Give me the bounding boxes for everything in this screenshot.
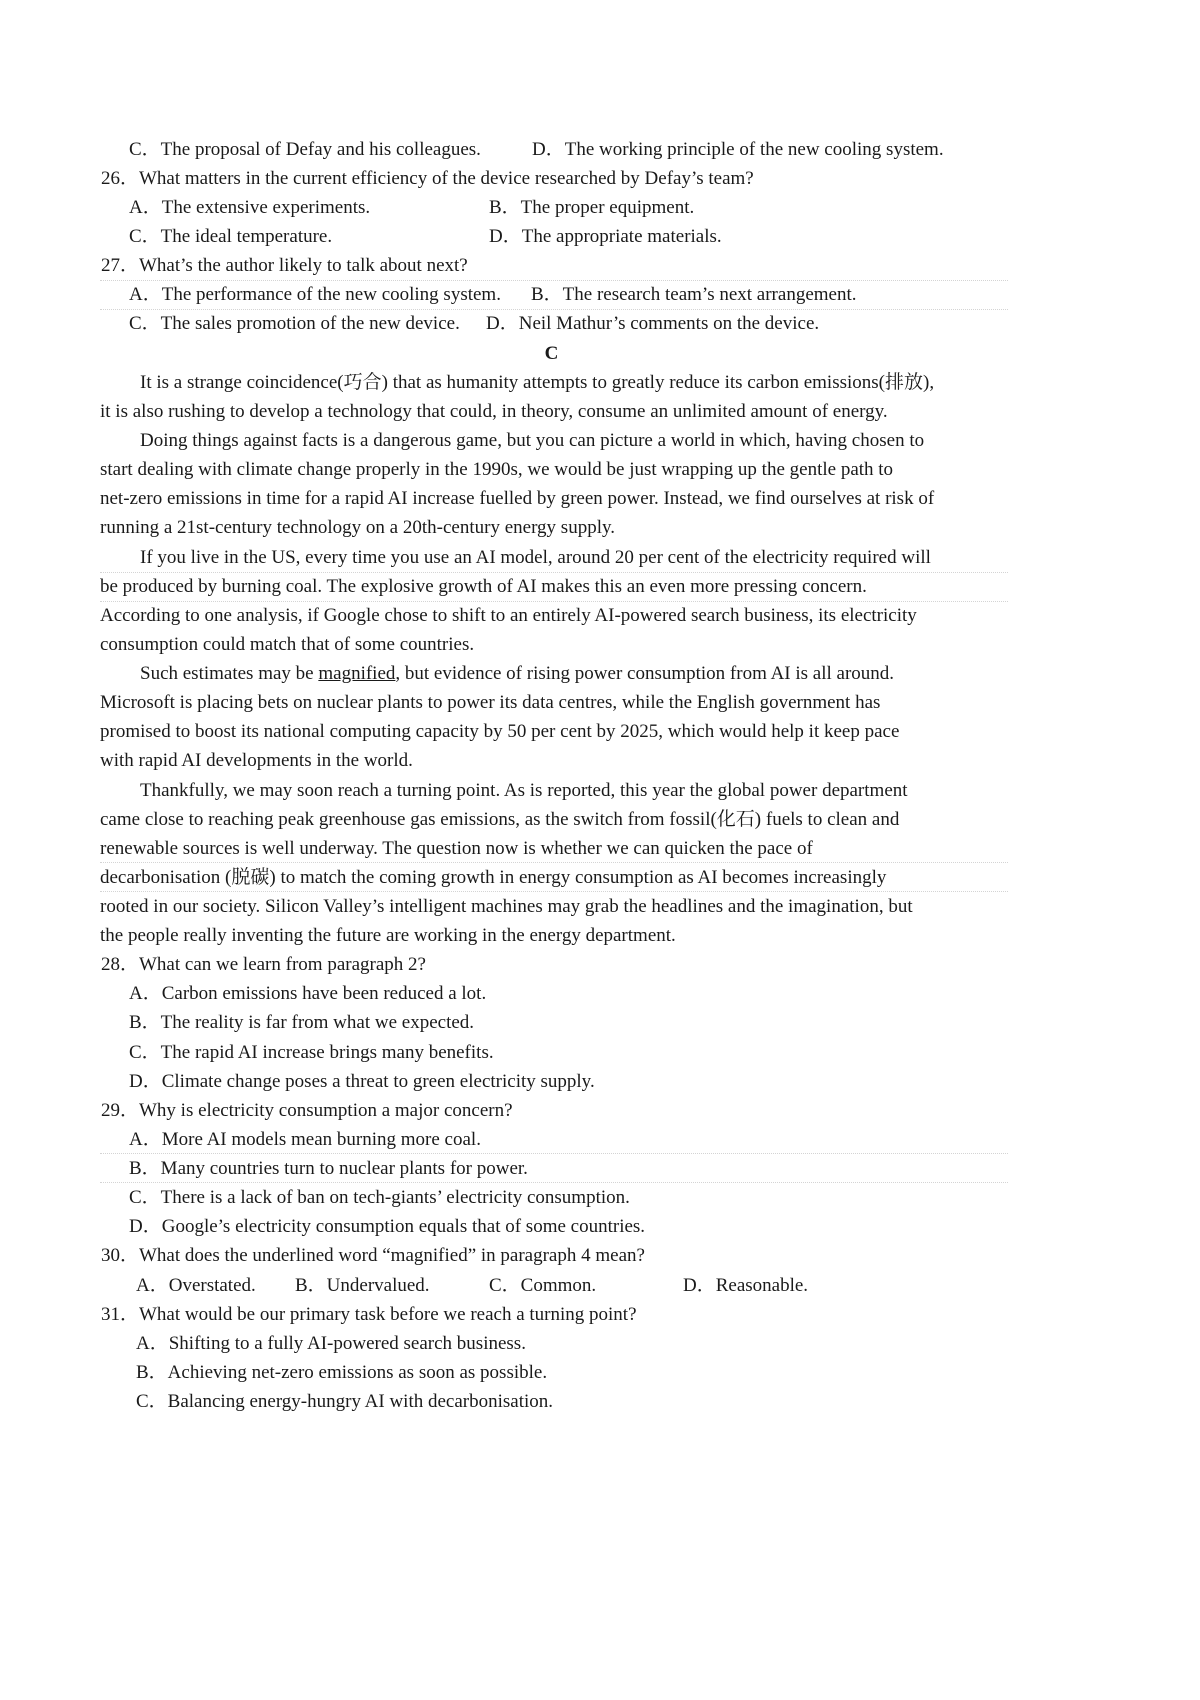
dotted-rule: [100, 280, 1008, 281]
q26-option-d: D．The appropriate materials.: [489, 226, 722, 247]
passage-line: be produced by burning coal. The explosive growth of AI makes this an even more pressing concern.: [100, 576, 867, 597]
dotted-rule: [100, 309, 1008, 310]
passage-line: start dealing with climate change properly in the 1990s, we would be just wrapping up the gentle path to: [100, 459, 894, 480]
passage-line: Doing things against facts is a dangerous game, but you can picture a world in which, having chosen to: [140, 430, 925, 451]
q28-stem: 28．What can we learn from paragraph 2?: [101, 954, 426, 975]
q29-option-c: C．There is a lack of ban on tech-giants’ electricity consumption.: [129, 1187, 630, 1208]
q31-option-a: A．Shifting to a fully AI-powered search business.: [136, 1333, 526, 1354]
q27-option-c: C．The sales promotion of the new device.: [129, 313, 460, 334]
passage-text: , but evidence of rising power consumption from AI is all around.: [395, 663, 895, 684]
underlined-word-magnified: magnified: [318, 663, 396, 684]
dotted-rule: [100, 862, 1008, 863]
q26-option-b: B．The proper equipment.: [489, 197, 695, 218]
passage-line: consumption could match that of some countries.: [100, 634, 475, 655]
passage-line: decarbonisation (脱碳) to match the coming growth in energy consumption as AI becomes increasingly: [100, 867, 887, 888]
q26-option-a: A．The extensive experiments.: [129, 197, 371, 218]
passage-line: According to one analysis, if Google chose to shift to an entirely AI-powered search business, its electricity: [100, 605, 917, 626]
passage-line: If you live in the US, every time you use an AI model, around 20 per cent of the electricity required will: [140, 547, 931, 568]
passage-heading: C: [544, 343, 559, 364]
q31-option-b: B．Achieving net-zero emissions as soon as possible.: [136, 1362, 548, 1383]
passage-line: running a 21st-century technology on a 20th-century energy supply.: [100, 517, 615, 538]
q26-stem: 26．What matters in the current efficiency of the device researched by Defay’s team?: [101, 168, 754, 189]
dotted-rule: [100, 1153, 1008, 1154]
q29-stem: 29．Why is electricity consumption a major concern?: [101, 1100, 513, 1121]
passage-line: Microsoft is placing bets on nuclear plants to power its data centres, while the English government has: [100, 692, 881, 713]
q30-option-a: A．Overstated.: [136, 1275, 256, 1296]
q27-option-a: A．The performance of the new cooling system.: [129, 284, 501, 305]
passage-line: net-zero emissions in time for a rapid AI increase fuelled by green power. Instead, we find ourselves at risk of: [100, 488, 935, 509]
passage-line: renewable sources is well underway. The question now is whether we can quicken the pace of: [100, 838, 813, 859]
passage-text: Such estimates may be: [140, 663, 319, 684]
q27-option-d: D．Neil Mathur’s comments on the device.: [486, 313, 820, 334]
q30-option-c: C．Common.: [489, 1275, 597, 1296]
passage-line: the people really inventing the future are working in the energy department.: [100, 925, 676, 946]
q31-option-c: C．Balancing energy-hungry AI with decarbonisation.: [136, 1391, 554, 1412]
q30-option-d: D．Reasonable.: [683, 1275, 809, 1296]
q29-option-a: A．More AI models mean burning more coal.: [129, 1129, 481, 1150]
passage-line-with-underline: [140, 663, 894, 685]
passage-line: with rapid AI developments in the world.: [100, 750, 413, 771]
dotted-rule: [100, 601, 1008, 602]
q27-option-b: B．The research team’s next arrangement.: [531, 284, 857, 305]
q30-stem: 30．What does the underlined word “magnified” in paragraph 4 mean?: [101, 1245, 645, 1266]
passage-line: It is a strange coincidence(巧合) that as humanity attempts to greatly reduce its carbon emissions(排放),: [140, 372, 935, 393]
q29-option-b: B．Many countries turn to nuclear plants for power.: [129, 1158, 528, 1179]
passage-line: promised to boost its national computing capacity by 50 per cent by 2025, which would help it keep pace: [100, 721, 900, 742]
passage-line: Thankfully, we may soon reach a turning point. As is reported, this year the global power department: [140, 780, 908, 801]
q28-option-b: B．The reality is far from what we expected.: [129, 1012, 475, 1033]
q30-option-b: B．Undervalued.: [295, 1275, 430, 1296]
q31-stem: 31．What would be our primary task before we reach a turning point?: [101, 1304, 637, 1325]
q28-option-d: D．Climate change poses a threat to green electricity supply.: [129, 1071, 595, 1092]
q25-option-c: C．The proposal of Defay and his colleagues.: [129, 139, 481, 160]
q25-option-d: D．The working principle of the new cooling system.: [532, 139, 944, 160]
dotted-rule: [100, 572, 1008, 573]
q28-option-a: A．Carbon emissions have been reduced a lot.: [129, 983, 487, 1004]
q29-option-d: D．Google’s electricity consumption equals that of some countries.: [129, 1216, 646, 1237]
q27-stem: 27．What’s the author likely to talk about next?: [101, 255, 468, 276]
q28-option-c: C．The rapid AI increase brings many benefits.: [129, 1042, 494, 1063]
dotted-rule: [100, 1182, 1008, 1183]
passage-line: rooted in our society. Silicon Valley’s intelligent machines may grab the headlines and the imagination, but: [100, 896, 913, 917]
passage-line: it is also rushing to develop a technology that could, in theory, consume an unlimited amount of energy.: [100, 401, 888, 422]
q26-option-c: C．The ideal temperature.: [129, 226, 333, 247]
passage-line: came close to reaching peak greenhouse gas emissions, as the switch from fossil(化石) fuels to clean and: [100, 809, 900, 830]
dotted-rule: [100, 891, 1008, 892]
